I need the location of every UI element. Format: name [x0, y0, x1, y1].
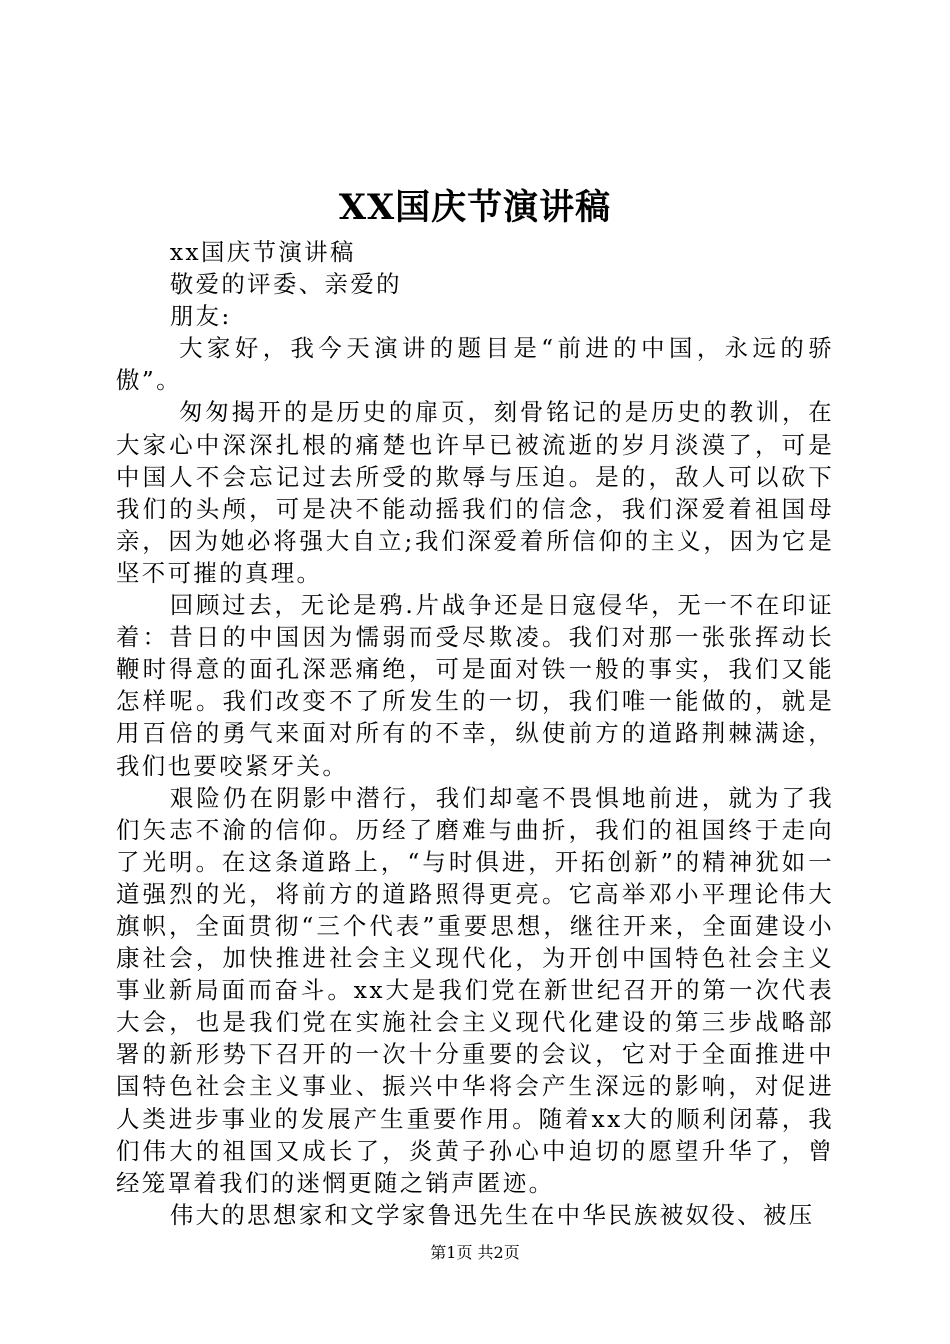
body-paragraph-salutation: 敬爱的评委、亲爱的 — [169, 270, 402, 299]
document-body — [116, 236, 834, 1231]
body-paragraph: 艰险仍在阴影中潜行，我们却毫不畏惧地前进，就为了我们矢志不渝的信仰。历经了磨难与曲折，我们的祖国终于走向了光明。在这条道路上，“与时俱进，开拓创新”的精神犹如一道强烈的光，将前方的道路照得更亮。它高举邓小平理论伟大旗帜，全面贯彻“三个代表”重要思想，继往开来，全面建设小康社会，加快推进社会主义现代化，为开创中国特色社会主义事业新局面而奋斗。xx大是我们党在新世纪召开的第一次代表大会，也是我们党在实施社会主义现代化建设的第三步战略部署的新形势下召开的一次十分重要的会议，它对于全面推进中国特色社会主义事业、振兴中华将会产生深远的影响，对促进人类进步事业的发展产生重要作用。随着xx大的顺利闭幕，我们伟大的祖国又成长了，炎黄子孙心中迫切的愿望升华了，曾经笼罩着我们的迷惘更随之销声匿迹。 — [116, 783, 834, 1197]
body-paragraph-salutation-cont: 朋友: — [169, 302, 232, 331]
body-paragraph: 回顾过去，无论是鸦.片战争还是日寇侵华，无一不在印证着：昔日的中国因为懦弱而受尽欺凌。我们对那一张张挥动长鞭时得意的面孔深恶痛绝，可是面对铁一般的事实，我们又能怎样呢。我们改变不了所发生的一切，我们唯一能做的，就是用百倍的勇气来面对所有的不幸，纵使前方的道路荆棘满途，我们也要咬紧牙关。 — [116, 591, 834, 780]
body-paragraph-greeting: 大家好，我今天演讲的题目是“前进的中国，永远的骄傲”。 — [116, 334, 834, 395]
page-footer: 第1页 共2页 — [430, 1243, 520, 1262]
body-paragraph: 匆匆揭开的是历史的扉页，刻骨铭记的是历史的教训，在大家心中深深扎根的痛楚也许早已被流逝的岁月淡漠了，可是中国人不会忘记过去所受的欺辱与压迫。是的，敌人可以砍下我们的头颅，可是决不能动摇我们的信念，我们深爱着祖国母亲，因为她必将强大自立;我们深爱着所信仰的主义，因为它是坚不可摧的真理。 — [116, 398, 834, 587]
body-paragraph: 伟大的思想家和文学家鲁迅先生在中华民族被奴役、被压 — [169, 1200, 815, 1229]
document-title: XX国庆节演讲稿 — [338, 187, 612, 228]
body-paragraph-heading: xx国庆节演讲稿 — [169, 238, 356, 266]
